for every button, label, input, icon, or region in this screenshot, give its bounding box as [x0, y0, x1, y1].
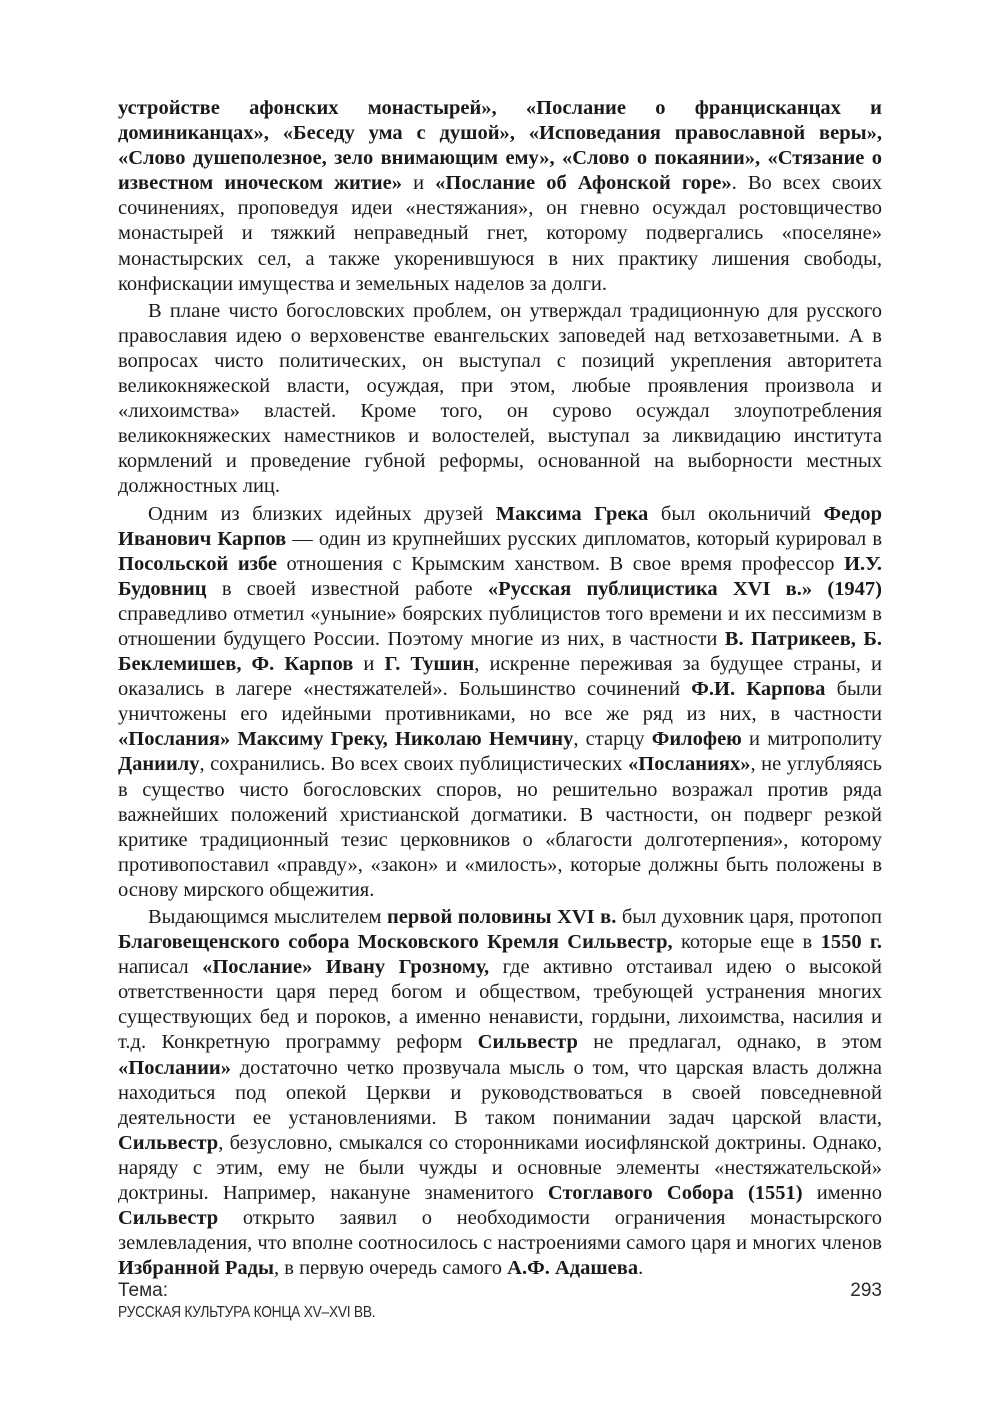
bold-text-run: Посольской избе [118, 552, 277, 575]
bold-text-run: Сильвестр [477, 1031, 578, 1054]
text-run: . Во всех своих сочинениях, проповедуя идеи «нестяжания», он гневно осуждал ростовщичество монастырей и тяжкий неправедный гнет, которому подвергались «поселяне» монастырских сел, а также укоренившуюся в них практику лишения свободы, конфискации имущества и земельных наделов за долги. [118, 172, 882, 295]
text-run: , старцу [573, 728, 652, 751]
bold-text-run: 1550 г. [820, 931, 883, 954]
bold-text-run: В. Патрикеев, Б. Беклемишев, Ф. Карпов [118, 627, 883, 676]
text-run: где активно отстаивал идею о высокой ответственности царя перед богом и обществом, требующей устранения многих существующих бед и пороков, а именно ненависти, гордыни, лихоимства, насилия и т.д. Конкретную программу реформ [118, 956, 882, 1054]
text-run: В плане чисто богословских проблем, он утверждал традиционную для русского православия идею о верховенстве евангельских заповедей над ветхозаветными. А в вопросах чисто политических, он выступал с позиций укрепления авторитета великокняжеской власти, осуждая, при этом, любые проявления произвола и «лихоимства» властей. Кроме того, он сурово осуждал злоупотребления великокняжеских наместников и волостелей, выступал за ликвидацию института кормлений и проведение губной реформы, основанной на выборности местных должностных лиц. [118, 299, 882, 498]
paragraph [118, 96, 882, 297]
text-run: , не углубляясь в существо чисто богословских споров, но решительно возражал против ряда важнейших положений христианской догматики. В частности, он подверг резкой критике традиционный тезис церковников о «благости долготерпения», которому противопоставил «правду», «закон» и «милость», которые должны быть положены в основу мирского общежития. [118, 753, 882, 901]
page-number: 293 [850, 1280, 882, 1301]
text-run: в своей известной работе [206, 577, 488, 600]
bold-text-run: Филофею [651, 728, 742, 751]
paragraph [118, 905, 882, 1281]
bold-text-run: Избранной Рады [118, 1257, 275, 1280]
text-run: , безусловно, смыкался со сторонниками иосифлянской доктрины. Однако, наряду с этим, ему не были чужды и основные элементы «нестяжательской» доктрины. Например, накануне знаменитого [118, 1131, 882, 1205]
bold-text-run: Сильвестр [118, 1207, 219, 1230]
text-run: был окольничий [648, 502, 824, 525]
text-run: . [638, 1257, 644, 1280]
bold-text-run: Стоглавого Собора (1551) [547, 1182, 803, 1205]
text-run: написал [118, 956, 203, 979]
bold-text-run: Г. Тушин [384, 653, 475, 676]
text-run: был духовник царя, протопоп [616, 906, 883, 928]
bold-text-run: «Посланиях» [628, 753, 751, 776]
text-run: достаточно четко прозвучала мысль о том, что царская власть должна находиться под опекой Церкви и руководствоваться в своей повседневной деятельности ее установлениями. В таком понимании задач царской власти, [118, 1056, 882, 1129]
bold-text-run: Максима Грека [495, 502, 649, 525]
text-run: и [353, 653, 385, 676]
paragraph [118, 299, 882, 500]
bold-text-run: Федор Иванович Карпов [118, 502, 882, 550]
text-run: отношения с Крымским ханством. В свое время профессор [277, 552, 845, 575]
bold-text-run: первой половины XVI в. [386, 906, 617, 928]
text-run: Одним из близких идейных друзей [148, 502, 496, 525]
bold-text-run: «Послание об Афонской горе» [435, 172, 732, 195]
text-run: — один из крупнейших русских дипломатов, который курировал в [286, 527, 882, 550]
bold-text-run: «Послание» Ивану Грозному, [202, 956, 490, 979]
footer-label: Тема: [118, 1280, 169, 1301]
text-run: , сохранились. Во всех своих публицистических [199, 753, 629, 776]
bold-text-run: Ф.И. Карпова [691, 678, 826, 701]
bold-text-run: И.У. Будовниц [118, 552, 882, 600]
text-run: открыто заявил о необходимости ограничения монастырского землевладения, что вполне соотносилось с настроениями самого царя и многих членов [118, 1207, 882, 1255]
text-run: и митрополиту [741, 728, 882, 751]
text-run: именно [802, 1182, 883, 1205]
bold-text-run: «Послании» [118, 1056, 231, 1079]
text-run: которые еще в [672, 931, 821, 954]
text-run: , в первую очередь самого [274, 1257, 508, 1280]
text-run: и [402, 172, 436, 195]
body-text [118, 96, 882, 1281]
bold-text-run: устройстве афонских монастырей», «Послание о францисканцах и доминиканцах», «Беседу ума с душой», «Исповедания православной веры», «Слово душеполезное, зело внимающим ему», «Слово о покаянии», «Стязание о известном иноческом житие» [118, 97, 882, 195]
bold-text-run: А.Ф. Адашева [507, 1257, 639, 1280]
bold-text-run: Даниилу [118, 753, 200, 776]
bold-text-run: Благовещенского собора Московского Кремля Сильвестр, [118, 931, 673, 954]
bold-text-run: Сильвестр [118, 1131, 219, 1154]
paragraph [118, 502, 882, 904]
text-run: справедливо отметил «уныние» боярских публицистов того времени и их пессимизм в отношении будущего России. Поэтому многие из них, в частности [118, 602, 882, 650]
text-run: не предлагал, однако, в этом [577, 1031, 882, 1054]
text-run: были уничтожены его идейными противниками, но все же ряд из них, в частности [118, 678, 883, 726]
text-run: , искренне переживая за будущее страны, и оказались в лагере «нестяжателей». Большинство сочинений [118, 653, 882, 701]
text-run: Выдающимся мыслителем [148, 906, 387, 928]
bold-text-run: «Русская публицистика XVI в.» (1947) [487, 577, 882, 600]
bold-text-run: «Послания» Максиму Греку, Николаю Немчину [118, 728, 574, 751]
footer-topic-block [118, 1280, 417, 1324]
footer-topic: РУССКАЯ КУЛЬТУРА КОНЦА XV–XVI ВВ. [118, 1304, 376, 1321]
